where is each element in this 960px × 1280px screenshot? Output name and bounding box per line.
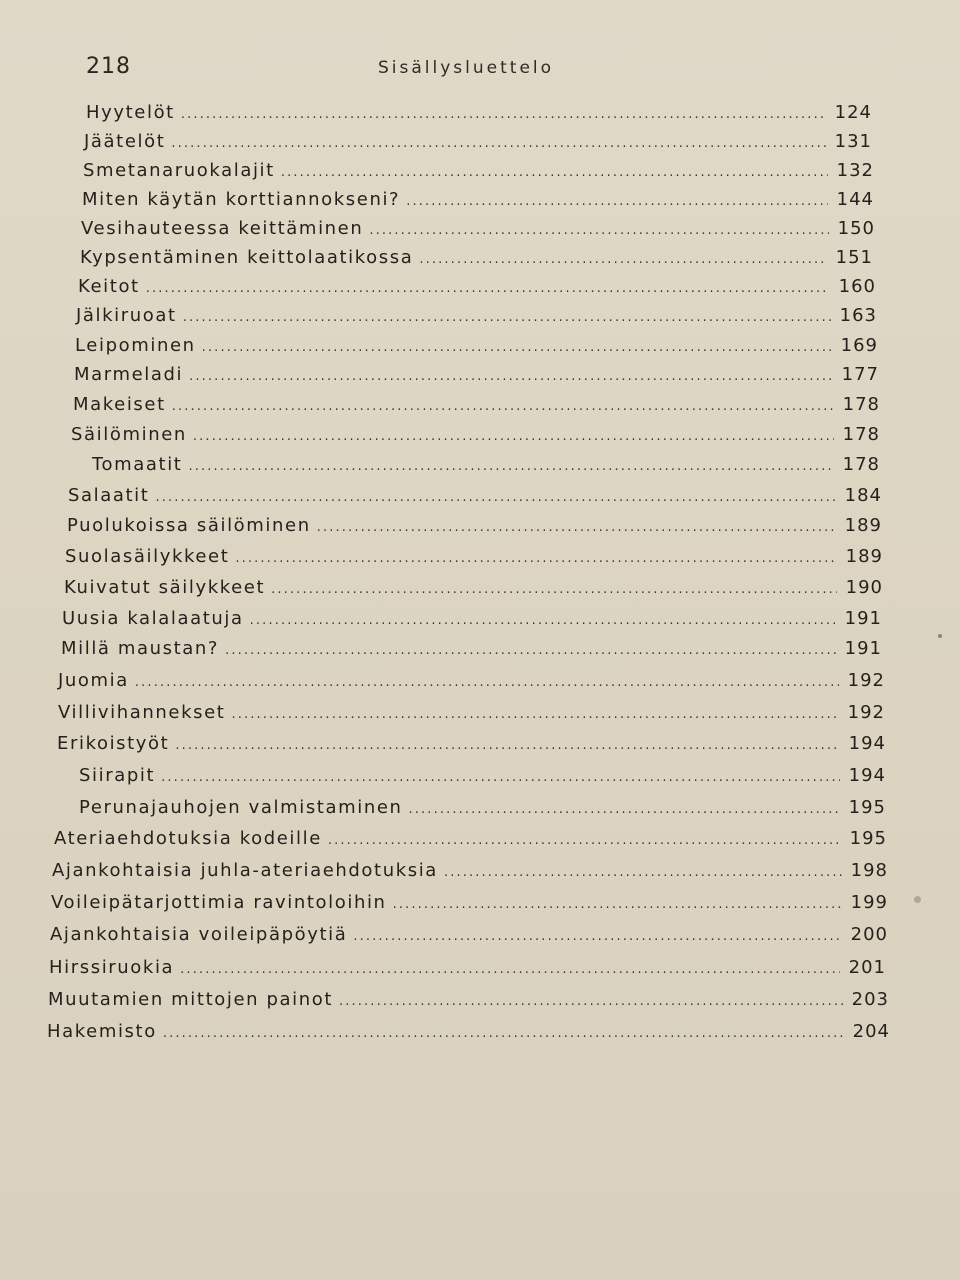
- dot-leader: [202, 340, 832, 355]
- dot-leader: [419, 252, 827, 267]
- toc-entry-title: Ajankohtaisia voileipäpöytiä: [50, 924, 348, 945]
- toc-entry: [67, 515, 882, 543]
- dot-leader: [250, 613, 836, 628]
- toc-entry-page: 204: [852, 1021, 890, 1042]
- dot-leader: [183, 310, 831, 325]
- dot-leader: [181, 107, 826, 122]
- toc-entry-title: Perunajauhojen valmistaminen: [79, 797, 403, 818]
- toc-entry: [48, 989, 889, 1017]
- toc-entry-title: Vesihauteessa keittäminen: [81, 218, 364, 239]
- page-number: 218: [86, 54, 131, 79]
- dot-leader: [193, 429, 834, 444]
- page-header: [86, 54, 886, 88]
- dot-leader: [225, 643, 836, 658]
- toc-entry-title: Salaatit: [68, 485, 150, 506]
- dot-leader: [163, 1026, 844, 1041]
- toc-entry: [82, 189, 874, 217]
- toc-entry-title: Muutamien mittojen painot: [48, 989, 333, 1010]
- toc-entry-title: Kuivatut säilykkeet: [64, 577, 266, 598]
- toc-entry-title: Villivihannekset: [58, 702, 226, 723]
- toc-entry-page: 150: [837, 218, 875, 239]
- toc-entry-page: 144: [836, 189, 874, 210]
- toc-entry: [49, 957, 886, 985]
- toc-entry-page: 151: [835, 247, 873, 268]
- toc-entry-page: 200: [850, 924, 888, 945]
- dot-leader: [180, 962, 840, 977]
- toc-entry-title: Ateriaehdotuksia kodeille: [54, 828, 322, 849]
- toc-entry-title: Ajankohtaisia juhla-ateriaehdotuksia: [52, 860, 438, 881]
- toc-entry-page: 191: [844, 638, 882, 659]
- toc-entry-title: Voileipätarjottimia ravintoloihin: [51, 892, 387, 913]
- toc-entry: [84, 131, 872, 159]
- toc-entry-page: 201: [848, 957, 886, 978]
- toc-entry-title: Tomaatit: [92, 454, 183, 475]
- paper-spot: [914, 896, 921, 903]
- dot-leader: [231, 707, 839, 722]
- running-head: Sisällysluettelo: [378, 58, 555, 78]
- toc-entry-title: Puolukoissa säilöminen: [67, 515, 311, 536]
- dot-leader: [281, 165, 828, 180]
- toc-entry-page: 195: [848, 797, 886, 818]
- toc-entry-page: 189: [845, 546, 883, 567]
- toc-entry: [58, 670, 885, 698]
- dot-leader: [235, 551, 837, 566]
- dot-leader: [409, 802, 840, 817]
- toc-entry-page: 131: [834, 131, 872, 152]
- toc-entry: [52, 860, 888, 888]
- toc-entry: [61, 638, 882, 666]
- dot-leader: [353, 929, 842, 944]
- dot-leader: [339, 994, 843, 1009]
- paper-spot: [938, 634, 942, 638]
- toc-entry: [78, 276, 876, 304]
- dot-leader: [444, 865, 842, 880]
- toc-entry: [80, 247, 873, 275]
- toc-entry-page: 195: [849, 828, 887, 849]
- toc-entry-title: Siirapit: [79, 765, 156, 786]
- dot-leader: [171, 136, 826, 151]
- toc-entry-title: Suolasäilykkeet: [65, 546, 230, 567]
- toc-entry-title: Millä maustan?: [61, 638, 220, 659]
- dot-leader: [172, 399, 834, 414]
- toc-entry-page: 169: [840, 335, 878, 356]
- toc-entry-title: Uusia kalalaatuja: [62, 608, 244, 629]
- dot-leader: [317, 520, 836, 535]
- toc-entry-title: Jäätelöt: [84, 131, 166, 152]
- toc-entry-title: Säilöminen: [71, 424, 187, 445]
- toc-entry-page: 189: [844, 515, 882, 536]
- toc-entry-title: Smetanaruokalajit: [83, 160, 275, 181]
- toc-entry-page: 194: [848, 765, 886, 786]
- toc-entry: [83, 160, 874, 188]
- toc-entry-page: 191: [844, 608, 882, 629]
- toc-entry-page: 177: [841, 364, 879, 385]
- toc-entry-page: 203: [851, 989, 889, 1010]
- toc-entry-title: Erikoistyöt: [57, 733, 170, 754]
- toc-entry-title: Miten käytän korttiannokseni?: [82, 189, 401, 210]
- dot-leader: [175, 738, 840, 753]
- toc-entry-page: 190: [845, 577, 883, 598]
- toc-entry-title: Leipominen: [75, 335, 196, 356]
- dot-leader: [146, 281, 830, 296]
- toc-entry: [58, 702, 885, 730]
- toc-entry-title: Makeiset: [73, 394, 166, 415]
- toc-entry-page: 192: [847, 702, 885, 723]
- toc-entry-title: Marmeladi: [74, 364, 184, 385]
- toc-entry-page: 132: [836, 160, 874, 181]
- toc-entry-page: 178: [842, 424, 880, 445]
- toc-entry-page: 160: [838, 276, 876, 297]
- toc-entry: [71, 424, 880, 452]
- dot-leader: [328, 833, 841, 848]
- toc-entry-page: 124: [834, 102, 872, 123]
- dot-leader: [155, 490, 836, 505]
- dot-leader: [189, 369, 833, 384]
- toc-entry: [62, 608, 882, 636]
- toc-entry: [74, 364, 879, 392]
- dot-leader: [393, 897, 842, 912]
- toc-entry-page: 163: [839, 305, 877, 326]
- toc-entry-title: Jälkiruoat: [76, 305, 177, 326]
- toc-entry: [68, 485, 882, 513]
- toc-entry-title: Kypsentäminen keittolaatikossa: [80, 247, 414, 268]
- toc-entry-title: Hyytelöt: [86, 102, 175, 123]
- dot-leader: [161, 770, 840, 785]
- toc-entry-title: Keitot: [78, 276, 140, 297]
- toc-entry-page: 178: [842, 454, 880, 475]
- toc-entry: [76, 305, 877, 333]
- toc-entry: [54, 828, 887, 856]
- toc-entry-page: 184: [844, 485, 882, 506]
- toc-entry: [47, 1021, 890, 1049]
- toc-entry-page: 178: [842, 394, 880, 415]
- toc-entry: [92, 454, 880, 482]
- toc-entry: [51, 892, 888, 920]
- toc-entry-title: Hakemisto: [47, 1021, 157, 1042]
- toc-entry-page: 198: [850, 860, 888, 881]
- toc-entry: [86, 102, 872, 130]
- toc-entry: [79, 797, 886, 825]
- toc-entry: [57, 733, 886, 761]
- dot-leader: [188, 459, 834, 474]
- toc-entry-page: 192: [847, 670, 885, 691]
- dot-leader: [369, 223, 829, 238]
- toc-entry: [79, 765, 886, 793]
- toc-entry: [64, 577, 883, 605]
- toc-entry: [65, 546, 883, 574]
- dot-leader: [135, 675, 839, 690]
- toc-entry: [50, 924, 888, 952]
- toc-entry-title: Juomia: [58, 670, 129, 691]
- toc-entry-page: 194: [848, 733, 886, 754]
- dot-leader: [271, 582, 837, 597]
- toc-entry-page: 199: [850, 892, 888, 913]
- dot-leader: [406, 194, 828, 209]
- toc-entry: [73, 394, 880, 422]
- toc-entry: [81, 218, 875, 246]
- toc-entry: [75, 335, 878, 363]
- toc-entry-title: Hirssiruokia: [49, 957, 175, 978]
